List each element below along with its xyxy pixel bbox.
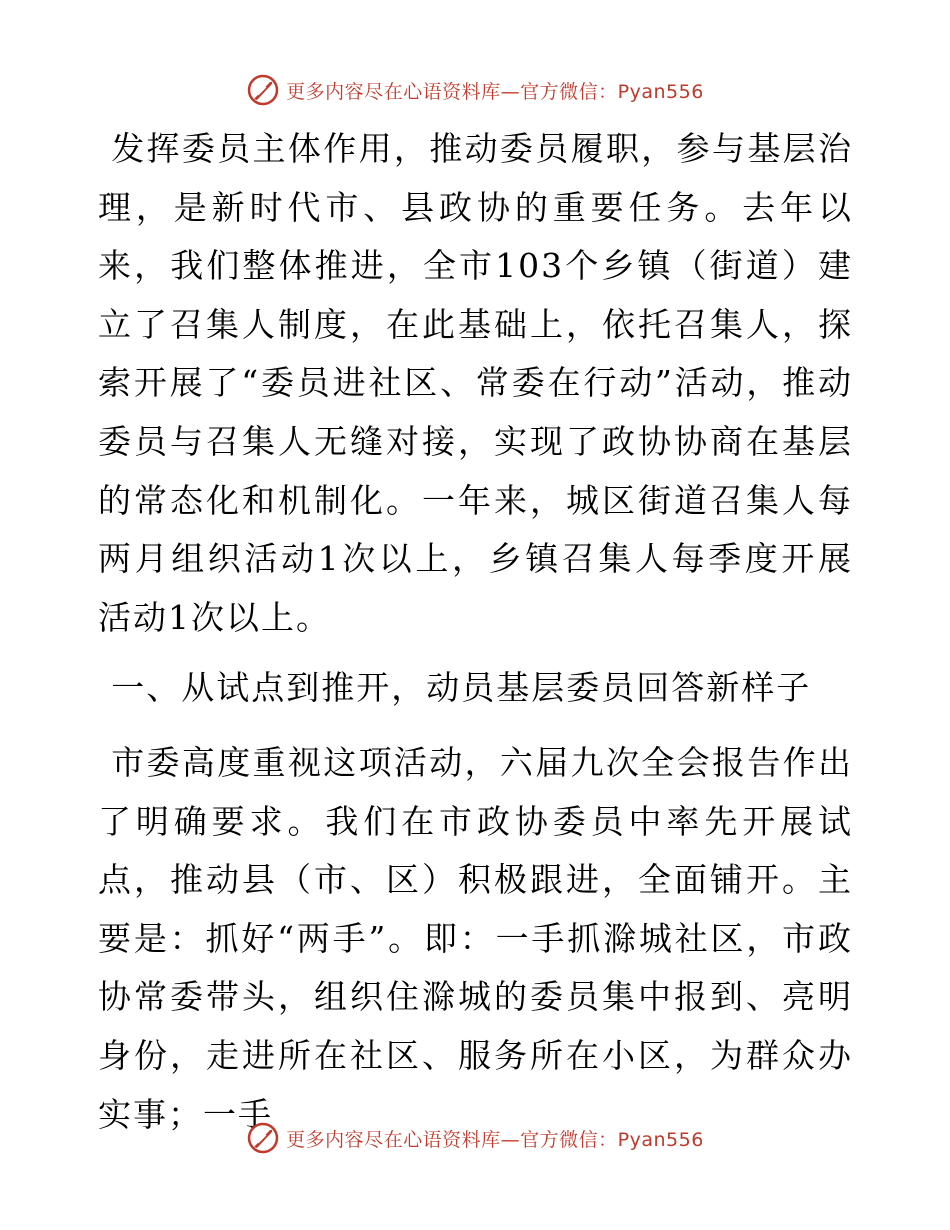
footer-watermark-text: 更多内容尽在心语资料库—官方微信：Pyan556 xyxy=(286,1128,704,1151)
header-watermark-banner xyxy=(0,70,950,110)
feather-pen-logo-icon xyxy=(246,1121,280,1155)
document-body xyxy=(98,120,853,1144)
feather-pen-logo-icon xyxy=(246,73,280,107)
header-watermark-text: 更多内容尽在心语资料库—官方微信：Pyan556 xyxy=(286,80,704,103)
footer-watermark-banner xyxy=(0,1118,950,1158)
paragraph-intro: 发挥委员主体作用，推动委员履职，参与基层治理，是新时代市、县政协的重要任务。去年以来，我们整体推进，全市103个乡镇（街道）建立了召集人制度，在此基础上，依托召集人，探索开展了“委员进社区、常委在行动”活动，推动委员与召集人无缝对接，实现了政协协商在基层的常态化和机制化。一年来，城区街道召集人每两月组织活动1次以上，乡镇召集人每季度开展活动1次以上。 xyxy=(98,129,853,637)
section-heading: 一、从试点到推开，动员基层委员回答新样子 xyxy=(111,668,812,708)
paragraph-section-1: 市委高度重视这项活动，六届九次全会报告作出了明确要求。我们在市政协委员中率先开展试点，推动县（市、区）积极跟进，全面铺开。主要是：抓好“两手”。即：一手抓滁城社区，市政协常委带头，组织住滁城的委员集中报到、亮明身份，走进所在社区、服务所在小区，为群众办实事；一手 xyxy=(98,742,853,1134)
